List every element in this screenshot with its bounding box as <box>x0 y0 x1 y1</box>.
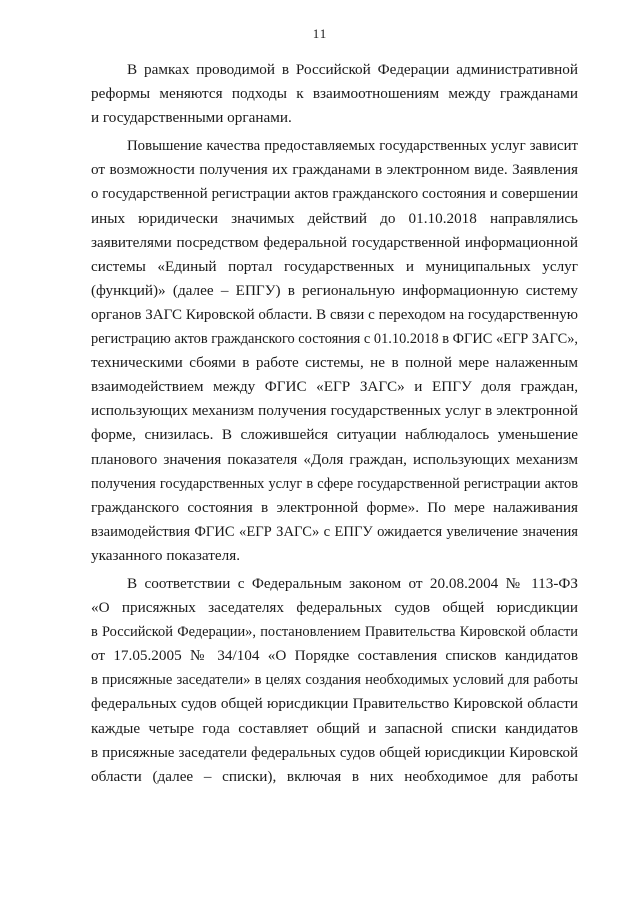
text-line: «О присяжных заседателях федеральных судов общей юрисдикции <box>91 599 578 617</box>
text-line: Повышение качества предоставляемых государственных услуг зависит <box>127 138 578 155</box>
text-line: В соответствии с Федеральным законом от 20.08.2004 № 113-ФЗ <box>127 574 578 592</box>
text-line: В рамках проводимой в Российской Федерации административной <box>127 61 578 78</box>
text-line: в присяжные заседатели федеральных судов общей юрисдикции Кировской <box>91 744 578 761</box>
paragraph-3 <box>91 572 578 789</box>
text-line: техническими сбоями в работе системы, не в полной мере налаженным <box>91 354 578 372</box>
page-number: 11 <box>312 26 328 41</box>
text-line: от возможности получения их гражданами в электронном виде. Заявления <box>91 161 578 179</box>
text-line: органов ЗАГС Кировской области. В связи с переходом на государственную <box>91 306 578 323</box>
text-line: получения государственных услуг в сфере государственной регистрации актов <box>91 475 578 492</box>
text-line: каждые четыре года составляет общий и запасной списки кандидатов <box>91 719 578 737</box>
text-line: о государственной регистрации актов гражданского состояния и совершении <box>91 186 578 203</box>
text-line: взаимодействия ФГИС «ЕГР ЗАГС» с ЕПГУ ожидается увеличение значения <box>91 523 578 540</box>
text-line: указанного показателя. <box>91 546 241 564</box>
text-line: и государственными органами. <box>91 109 292 127</box>
body-text <box>91 58 578 789</box>
text-line: реформы меняются подходы к взаимоотношениям между гражданами <box>91 85 578 103</box>
text-line: гражданского состояния в электронной форме». По мере налаживания <box>91 498 578 516</box>
text-line: форме, снизилась. В сложившейся ситуации наблюдалось уменьшение <box>91 426 578 444</box>
text-line: в присяжные заседатели» в целях создания необходимых условий для работы <box>91 672 578 689</box>
text-line: области (далее – списки), включая в них необходимое для работы <box>91 767 578 785</box>
text-line: планового значения показателя «Доля граждан, использующих механизм <box>91 450 578 468</box>
paragraph-1 <box>91 58 578 130</box>
text-line: (функций)» (далее – ЕПГУ) в региональную информационную систему <box>91 281 578 299</box>
text-line: системы «Единый портал государственных и муниципальных услуг <box>91 257 578 275</box>
text-line: иных юридически значимых действий до 01.10.2018 направлялись <box>91 209 578 227</box>
text-line: федеральных судов общей юрисдикции Правительство Кировской области <box>91 695 578 713</box>
text-line: использующих механизм получения государственных услуг в электронной <box>91 402 578 420</box>
paragraph-2 <box>91 134 578 568</box>
text-line: взаимодействием между ФГИС «ЕГР ЗАГС» и ЕПГУ доля граждан, <box>91 378 578 396</box>
text-line: регистрацию актов гражданского состояния с 01.10.2018 в ФГИС «ЕГР ЗАГС», <box>91 331 578 348</box>
text-line: заявителями посредством федеральной государственной информационной <box>91 233 578 251</box>
text-line: от 17.05.2005 № 34/104 «О Порядке составления списков кандидатов <box>91 647 578 665</box>
text-line: в Российской Федерации», постановлением Правительства Кировской области <box>91 624 578 641</box>
